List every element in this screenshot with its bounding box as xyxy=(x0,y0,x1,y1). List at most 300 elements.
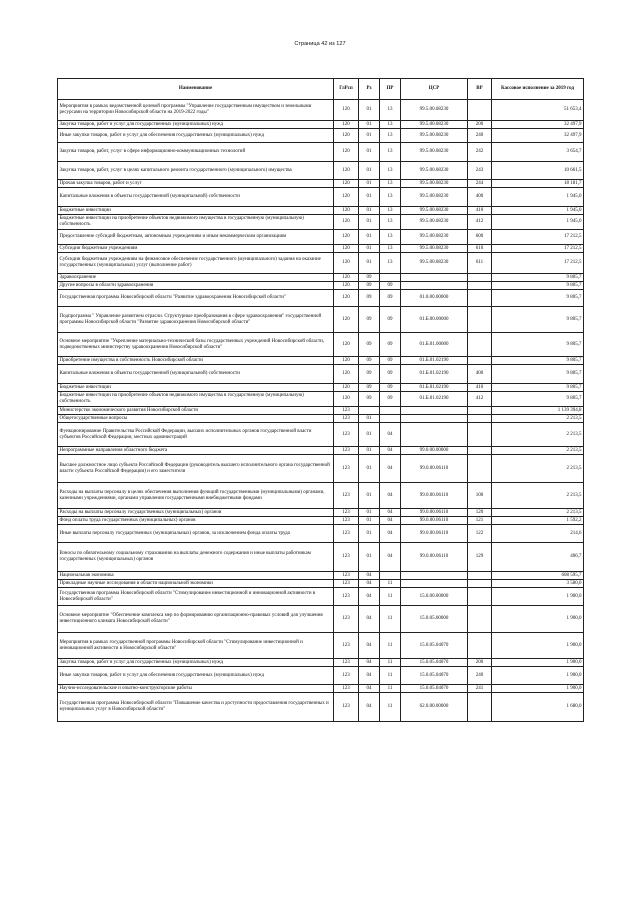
cell-grp: 120 xyxy=(334,392,359,407)
cell-rz: 09 xyxy=(359,282,380,290)
cell-grp: 120 xyxy=(334,384,359,392)
cell-csr: 99.0.00.06110 xyxy=(401,483,468,509)
cell-pr: 04 xyxy=(380,423,401,447)
cell-name: Научно-исследовательские и опытно-конструкторские работы xyxy=(58,685,334,693)
cell-grp: 123 xyxy=(334,633,359,659)
cell-name: Бюджетные инвестиции на приобретение объектов недвижимого имущества в государственную (муниципальную) собственность xyxy=(58,392,334,407)
cell-pr: 13 xyxy=(380,121,401,129)
cell-grp: 120 xyxy=(334,162,359,180)
cell-name: Капитальные вложения в объекты государственной (муниципальной) собственности xyxy=(58,365,334,384)
cell-amount: 2 213,5 xyxy=(492,415,584,423)
cell-vr xyxy=(468,455,492,483)
cell-pr xyxy=(380,407,401,415)
column-header-name: Наименование xyxy=(58,79,334,100)
cell-grp: 120 xyxy=(334,215,359,230)
cell-vr: 610 xyxy=(468,245,492,253)
cell-amount: 10 661,5 xyxy=(492,162,584,180)
cell-amount: 18 181,7 xyxy=(492,180,584,188)
cell-amount: 1 900,0 xyxy=(492,659,584,667)
cell-csr: 15.0.05.04070 xyxy=(401,633,468,659)
cell-vr: 400 xyxy=(468,188,492,207)
cell-rz: 01 xyxy=(359,143,380,162)
cell-rz: 04 xyxy=(359,633,380,659)
cell-pr: 13 xyxy=(380,230,401,245)
table-row xyxy=(58,215,584,230)
cell-amount: 2 213,5 xyxy=(492,455,584,483)
cell-csr: 01.Б.01.02190 xyxy=(401,357,468,365)
cell-rz: 01 xyxy=(359,188,380,207)
cell-pr: 11 xyxy=(380,667,401,685)
cell-csr: 01.Б.01.02190 xyxy=(401,384,468,392)
cell-rz: 04 xyxy=(359,572,380,580)
cell-grp: 123 xyxy=(334,447,359,455)
cell-csr: 99.0.00.06110 xyxy=(401,543,468,572)
cell-csr xyxy=(401,407,468,415)
table-row xyxy=(58,483,584,509)
cell-amount: 9 805,7 xyxy=(492,333,584,357)
cell-amount: 17 212,5 xyxy=(492,253,584,274)
table-row xyxy=(58,580,584,588)
cell-name: Фонд оплаты труда государственных (муниципальных) органов xyxy=(58,517,334,525)
table-row xyxy=(58,143,584,162)
cell-amount: 1 900,0 xyxy=(492,606,584,633)
cell-pr: 11 xyxy=(380,633,401,659)
cell-pr: 13 xyxy=(380,162,401,180)
cell-csr xyxy=(401,580,468,588)
cell-vr: 400 xyxy=(468,365,492,384)
cell-csr: 01.Б.00.00000 xyxy=(401,307,468,333)
cell-name: Расходы на выплаты персоналу государственных (муниципальных) органов xyxy=(58,509,334,517)
cell-rz: 01 xyxy=(359,245,380,253)
cell-grp: 120 xyxy=(334,143,359,162)
cell-csr xyxy=(401,415,468,423)
cell-grp: 123 xyxy=(334,693,359,722)
cell-pr: 09 xyxy=(380,333,401,357)
cell-name: Другие вопросы в области здравоохранения xyxy=(58,282,334,290)
cell-name: Общегосударственные вопросы xyxy=(58,415,334,423)
cell-name: Субсидии бюджетным учреждениям на финансовое обеспечение государственного (муниципального) задания на оказание государственных (муниципальных) услуг (выполнение работ) xyxy=(58,253,334,274)
cell-amount: 2 213,5 xyxy=(492,483,584,509)
cell-pr: 13 xyxy=(380,207,401,215)
cell-name: Бюджетные инвестиции на приобретение объектов недвижимого имущества в государственную (муниципальную) собственность xyxy=(58,215,334,230)
cell-rz: 01 xyxy=(359,455,380,483)
cell-pr: 04 xyxy=(380,455,401,483)
cell-amount: 1 900,0 xyxy=(492,633,584,659)
cell-csr xyxy=(401,282,468,290)
table-row xyxy=(58,282,584,290)
cell-amount: 9 805,7 xyxy=(492,282,584,290)
cell-grp: 123 xyxy=(334,667,359,685)
table-row xyxy=(58,693,584,722)
cell-rz: 04 xyxy=(359,580,380,588)
table-row xyxy=(58,423,584,447)
cell-vr xyxy=(468,447,492,455)
cell-name: Государственная программа Новосибирской области "Развитие здравоохранения Новосибирской области" xyxy=(58,290,334,307)
cell-csr: 99.5.00.08230 xyxy=(401,230,468,245)
cell-csr: 15.0.05.04070 xyxy=(401,659,468,667)
cell-csr: 15.0.00.00000 xyxy=(401,588,468,606)
cell-rz: 01 xyxy=(359,100,380,121)
cell-name: Непрограммные направления областного бюджета xyxy=(58,447,334,455)
cell-amount: 9 805,7 xyxy=(492,384,584,392)
cell-name: Бюджетные инвестиции xyxy=(58,207,334,215)
cell-pr: 13 xyxy=(380,188,401,207)
cell-amount: 1 139 394,8 xyxy=(492,407,584,415)
cell-pr: 04 xyxy=(380,517,401,525)
table-row xyxy=(58,543,584,572)
cell-vr xyxy=(468,693,492,722)
column-header-pr: ПР xyxy=(380,79,401,100)
cell-rz: 04 xyxy=(359,606,380,633)
cell-amount: 1 945,0 xyxy=(492,215,584,230)
cell-pr: 09 xyxy=(380,365,401,384)
cell-amount: 2 213,5 xyxy=(492,447,584,455)
cell-grp: 123 xyxy=(334,517,359,525)
cell-name: Министерство экономического развития Новосибирской области xyxy=(58,407,334,415)
cell-amount: 9 805,7 xyxy=(492,307,584,333)
cell-grp: 123 xyxy=(334,525,359,543)
table-row xyxy=(58,588,584,606)
cell-name: Государственная программа Новосибирской области "Повышение качества и доступности предоставления государственных и муниципальных услуг в Новосибирской области" xyxy=(58,693,334,722)
table-row xyxy=(58,274,584,282)
cell-name: Прочая закупка товаров, работ и услуг xyxy=(58,180,334,188)
cell-vr: 412 xyxy=(468,392,492,407)
cell-rz: 04 xyxy=(359,693,380,722)
cell-vr: 600 xyxy=(468,230,492,245)
cell-name: Предоставление субсидий бюджетным, автономным учреждениям и иным некоммерческим организациям xyxy=(58,230,334,245)
cell-pr: 13 xyxy=(380,100,401,121)
cell-amount: 9 805,7 xyxy=(492,290,584,307)
cell-pr: 13 xyxy=(380,180,401,188)
cell-rz: 01 xyxy=(359,543,380,572)
cell-csr: 99.5.00.08230 xyxy=(401,121,468,129)
cell-name: Прикладные научные исследования в области национальной экономики xyxy=(58,580,334,588)
cell-name: Расходы на выплаты персоналу в целях обеспечения выполнения функций государственными (муниципальными) органами, казенными учреждениями, органами управления государственными внебюджетными фондами xyxy=(58,483,334,509)
cell-name: Закупка товаров, работ, услуг в сфере информационно-коммуникационных технологий xyxy=(58,143,334,162)
cell-rz: 01 xyxy=(359,253,380,274)
cell-name: Мероприятия в рамках ведомственной целевой программы "Управление государственным имуществом и земельными ресурсами на территории Новосибирской области на 2019-2022 годы" xyxy=(58,100,334,121)
cell-name: Иные закупки товаров, работ и услуг для обеспечения государственных (муниципальных) нужд xyxy=(58,667,334,685)
cell-csr: 15.0.05.04070 xyxy=(401,685,468,693)
cell-name: Функционирование Правительства Российской Федерации, высших исполнительных органов государственной власти субъектов Российской Федерации, местных администраций xyxy=(58,423,334,447)
table-row xyxy=(58,207,584,215)
cell-amount: 9 805,7 xyxy=(492,392,584,407)
table-row xyxy=(58,415,584,423)
table-row xyxy=(58,333,584,357)
cell-csr: 99.5.00.08230 xyxy=(401,253,468,274)
cell-vr xyxy=(468,588,492,606)
cell-grp: 120 xyxy=(334,230,359,245)
cell-amount: 32 497,9 xyxy=(492,129,584,143)
cell-csr: 99.5.00.08230 xyxy=(401,143,468,162)
cell-rz: 01 xyxy=(359,509,380,517)
cell-grp: 123 xyxy=(334,483,359,509)
cell-vr xyxy=(468,290,492,307)
table-row xyxy=(58,455,584,483)
cell-csr: 99.0.00.06110 xyxy=(401,455,468,483)
cell-name: Закупка товаров, работ и услуг для государственных (муниципальных) нужд xyxy=(58,121,334,129)
cell-vr xyxy=(468,100,492,121)
cell-name: Субсидии бюджетным учреждениям xyxy=(58,245,334,253)
cell-name: Взносы по обязательному социальному страхованию на выплаты денежного содержания и иные выплаты работникам государственных (муниципальных) органов xyxy=(58,543,334,572)
cell-csr: 99.0.00.06110 xyxy=(401,509,468,517)
cell-name: Подпрограмма " Управление развитием отрасли. Структурные преобразования в сфере здравоохранения" государственной программы Новосибирской области "Развитие здравоохранения Новосибирской области" xyxy=(58,307,334,333)
cell-name: Бюджетные инвестиции xyxy=(58,384,334,392)
cell-pr: 13 xyxy=(380,253,401,274)
cell-grp: 120 xyxy=(334,307,359,333)
cell-grp: 123 xyxy=(334,423,359,447)
cell-rz: 04 xyxy=(359,588,380,606)
table-row xyxy=(58,572,584,580)
table-row xyxy=(58,392,584,407)
cell-amount: 1 945,0 xyxy=(492,207,584,215)
cell-rz: 01 xyxy=(359,129,380,143)
cell-pr: 11 xyxy=(380,693,401,722)
cell-name: Основное мероприятие "Укрепление материально-технической базы государственных учреждений Новосибирской области, подведомственных министерству здравоохранения Новосибирской области" xyxy=(58,333,334,357)
cell-pr: 04 xyxy=(380,483,401,509)
cell-grp: 123 xyxy=(334,580,359,588)
cell-grp: 123 xyxy=(334,415,359,423)
cell-grp: 120 xyxy=(334,129,359,143)
table-row xyxy=(58,188,584,207)
table-row xyxy=(58,633,584,659)
cell-csr: 99.5.00.08230 xyxy=(401,100,468,121)
cell-vr: 200 xyxy=(468,659,492,667)
cell-vr: 242 xyxy=(468,143,492,162)
table-row xyxy=(58,517,584,525)
cell-csr: 99.5.00.08230 xyxy=(401,129,468,143)
cell-csr: 99.0.00.06110 xyxy=(401,517,468,525)
column-header-csr: ЦСР xyxy=(401,79,468,100)
cell-grp: 123 xyxy=(334,455,359,483)
table-row xyxy=(58,230,584,245)
cell-rz: 09 xyxy=(359,357,380,365)
cell-vr xyxy=(468,274,492,282)
cell-pr: 04 xyxy=(380,525,401,543)
table-row xyxy=(58,245,584,253)
cell-grp: 120 xyxy=(334,333,359,357)
table-row xyxy=(58,384,584,392)
cell-vr: 611 xyxy=(468,253,492,274)
cell-csr xyxy=(401,572,468,580)
table-row xyxy=(58,659,584,667)
cell-vr: 121 xyxy=(468,517,492,525)
cell-name: Национальная экономика xyxy=(58,572,334,580)
cell-pr: 04 xyxy=(380,543,401,572)
table-row xyxy=(58,129,584,143)
cell-vr: 244 xyxy=(468,180,492,188)
cell-grp: 123 xyxy=(334,606,359,633)
cell-csr: 15.0.05.00000 xyxy=(401,606,468,633)
cell-csr: 01.Б.01.00000 xyxy=(401,333,468,357)
table-row xyxy=(58,407,584,415)
cell-csr: 01.0.00.00000 xyxy=(401,290,468,307)
cell-grp: 120 xyxy=(334,274,359,282)
cell-name: Капитальные вложения в объекты государственной (муниципальной) собственности xyxy=(58,188,334,207)
cell-rz: 01 xyxy=(359,230,380,245)
cell-grp: 123 xyxy=(334,543,359,572)
table-row xyxy=(58,100,584,121)
budget-execution-table xyxy=(57,78,584,722)
cell-amount: 1 900,0 xyxy=(492,588,584,606)
table-row xyxy=(58,162,584,180)
cell-grp: 123 xyxy=(334,659,359,667)
cell-vr xyxy=(468,633,492,659)
cell-amount: 3 580,0 xyxy=(492,580,584,588)
cell-name: Основное мероприятие "Обеспечение комплекса мер по формированию организационно-правовых условий для улучшения инвестиционного климата Новосибирской области" xyxy=(58,606,334,633)
cell-amount: 17 212,5 xyxy=(492,230,584,245)
cell-amount: 2 213,5 xyxy=(492,423,584,447)
cell-grp: 120 xyxy=(334,121,359,129)
cell-name: Закупка товаров, работ и услуг для государственных (муниципальных) нужд xyxy=(58,659,334,667)
table-header-row xyxy=(58,79,584,100)
cell-amount: 1 900,0 xyxy=(492,667,584,685)
cell-pr: 04 xyxy=(380,509,401,517)
cell-rz: 01 xyxy=(359,423,380,447)
cell-amount: 1 592,2 xyxy=(492,517,584,525)
cell-rz: 04 xyxy=(359,659,380,667)
cell-rz: 01 xyxy=(359,207,380,215)
cell-vr xyxy=(468,423,492,447)
column-header-amount: Кассовое исполнение за 2019 год xyxy=(492,79,584,100)
cell-vr xyxy=(468,415,492,423)
cell-vr: 240 xyxy=(468,667,492,685)
table-row xyxy=(58,606,584,633)
cell-csr: 99.0.00.06110 xyxy=(401,525,468,543)
cell-name: Иные закупки товаров, работ и услуг для обеспечения государственных (муниципальных) нужд xyxy=(58,129,334,143)
cell-name: Закупка товаров, работ, услуг в целях капитального ремонта государственного (муниципального) имущества xyxy=(58,162,334,180)
cell-rz: 09 xyxy=(359,365,380,384)
cell-grp: 120 xyxy=(334,188,359,207)
cell-grp: 120 xyxy=(334,365,359,384)
cell-grp: 120 xyxy=(334,290,359,307)
table-body xyxy=(58,100,584,722)
cell-amount: 1 680,0 xyxy=(492,693,584,722)
table-row xyxy=(58,290,584,307)
cell-vr xyxy=(468,333,492,357)
table-row xyxy=(58,365,584,384)
cell-csr: 99.5.00.08230 xyxy=(401,188,468,207)
cell-pr: 11 xyxy=(380,606,401,633)
cell-vr: 410 xyxy=(468,207,492,215)
cell-csr: 01.Б.01.02190 xyxy=(401,392,468,407)
cell-grp: 123 xyxy=(334,509,359,517)
cell-csr: 99.5.00.08230 xyxy=(401,245,468,253)
cell-vr xyxy=(468,580,492,588)
cell-vr: 120 xyxy=(468,509,492,517)
table-row xyxy=(58,509,584,517)
cell-pr: 09 xyxy=(380,307,401,333)
cell-rz: 01 xyxy=(359,525,380,543)
cell-vr: 410 xyxy=(468,384,492,392)
cell-grp: 120 xyxy=(334,357,359,365)
cell-pr: 11 xyxy=(380,659,401,667)
cell-amount: 608 595,7 xyxy=(492,572,584,580)
cell-pr xyxy=(380,274,401,282)
cell-pr: 13 xyxy=(380,129,401,143)
cell-amount: 2 213,5 xyxy=(492,509,584,517)
cell-pr: 09 xyxy=(380,384,401,392)
cell-rz: 01 xyxy=(359,121,380,129)
cell-pr: 11 xyxy=(380,588,401,606)
cell-vr xyxy=(468,357,492,365)
cell-amount: 51 653,4 xyxy=(492,100,584,121)
cell-csr xyxy=(401,423,468,447)
cell-pr: 09 xyxy=(380,357,401,365)
cell-csr: 62.0.00.00000 xyxy=(401,693,468,722)
cell-rz: 04 xyxy=(359,667,380,685)
cell-amount: 9 805,7 xyxy=(492,274,584,282)
column-header-rz: Рз xyxy=(359,79,380,100)
cell-amount: 406,7 xyxy=(492,543,584,572)
cell-name: Здравоохранение xyxy=(58,274,334,282)
cell-csr: 15.0.05.04070 xyxy=(401,667,468,685)
cell-vr: 100 xyxy=(468,483,492,509)
cell-vr: 412 xyxy=(468,215,492,230)
table-row xyxy=(58,685,584,693)
cell-rz: 01 xyxy=(359,180,380,188)
cell-amount: 32 497,9 xyxy=(492,121,584,129)
cell-amount: 9 805,7 xyxy=(492,357,584,365)
table-row xyxy=(58,357,584,365)
cell-vr: 129 xyxy=(468,543,492,572)
cell-grp: 120 xyxy=(334,180,359,188)
cell-pr xyxy=(380,572,401,580)
table-row xyxy=(58,447,584,455)
cell-amount: 9 805,7 xyxy=(492,365,584,384)
cell-name: Высшее должностное лицо субъекта Российской Федерации (руководитель высшего исполнительного органа государственной власти субъекта Российской Федерации) и его заместители xyxy=(58,455,334,483)
cell-grp: 120 xyxy=(334,282,359,290)
table-row xyxy=(58,525,584,543)
cell-pr: 13 xyxy=(380,245,401,253)
cell-vr: 241 xyxy=(468,685,492,693)
cell-vr xyxy=(468,307,492,333)
cell-rz: 09 xyxy=(359,307,380,333)
cell-vr xyxy=(468,407,492,415)
cell-pr: 04 xyxy=(380,447,401,455)
cell-vr: 240 xyxy=(468,129,492,143)
page-number-label: Страница 42 из 127 xyxy=(294,41,346,47)
cell-rz: 01 xyxy=(359,415,380,423)
table-row xyxy=(58,253,584,274)
cell-csr: 99.5.00.08230 xyxy=(401,215,468,230)
table-row xyxy=(58,667,584,685)
cell-grp: 120 xyxy=(334,100,359,121)
cell-rz: 09 xyxy=(359,290,380,307)
cell-vr: 243 xyxy=(468,162,492,180)
cell-name: Мероприятия в рамках государственной программы Новосибирской области "Стимулирование инвестиционной и инновационной активности в Новосибирской области" xyxy=(58,633,334,659)
cell-name: Иные выплаты персоналу государственных (муниципальных) органов, за исключением фонда оплаты труда xyxy=(58,525,334,543)
cell-amount: 17 212,5 xyxy=(492,245,584,253)
cell-amount: 214,6 xyxy=(492,525,584,543)
cell-name: Приобретение имущества в собственность Новосибирской области xyxy=(58,357,334,365)
cell-rz: 01 xyxy=(359,447,380,455)
cell-vr xyxy=(468,606,492,633)
cell-pr: 09 xyxy=(380,282,401,290)
cell-amount: 1 900,0 xyxy=(492,685,584,693)
cell-csr: 99.5.00.08230 xyxy=(401,207,468,215)
cell-pr: 09 xyxy=(380,392,401,407)
cell-pr: 11 xyxy=(380,580,401,588)
cell-pr: 11 xyxy=(380,685,401,693)
cell-csr: 99.5.00.08230 xyxy=(401,180,468,188)
table-row xyxy=(58,121,584,129)
column-header-vr: ВР xyxy=(468,79,492,100)
cell-vr: 200 xyxy=(468,121,492,129)
cell-rz: 09 xyxy=(359,384,380,392)
cell-pr: 13 xyxy=(380,215,401,230)
cell-pr: 13 xyxy=(380,143,401,162)
